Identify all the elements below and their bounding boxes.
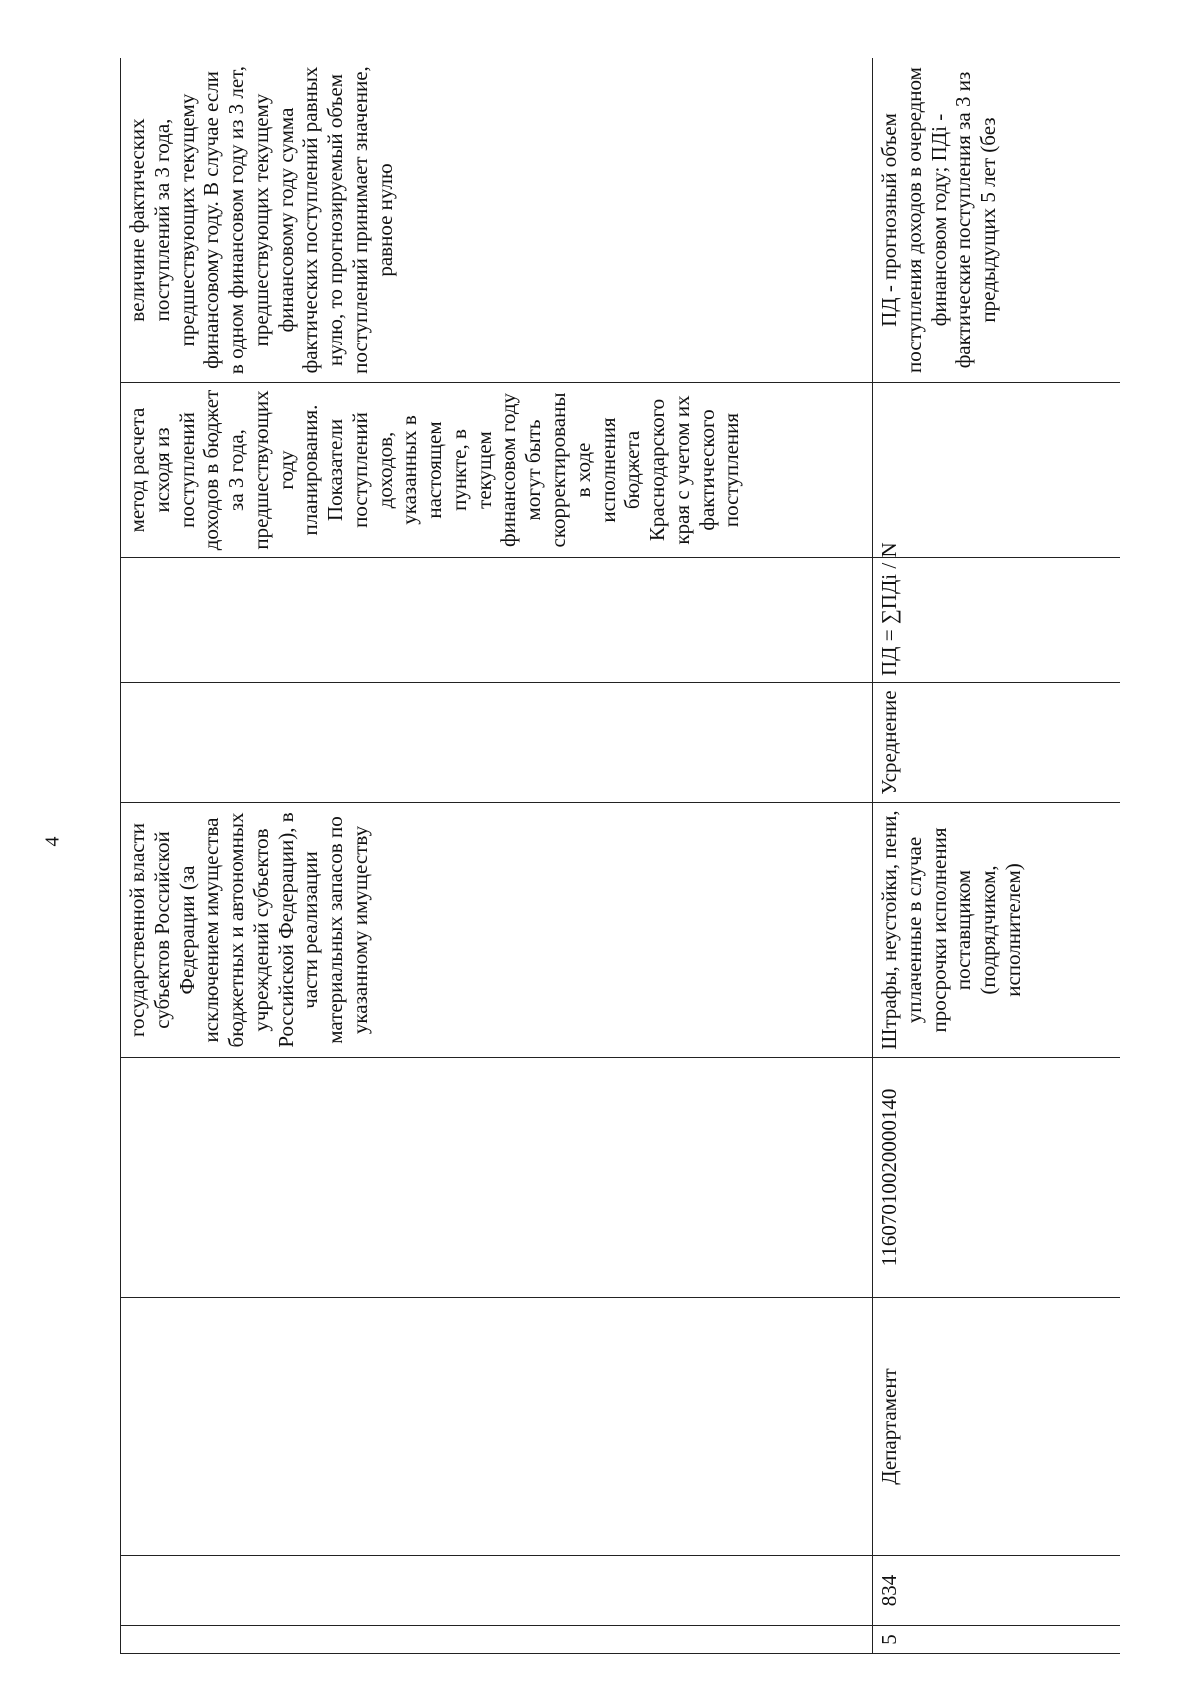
cell-kbk-code: 11607010020000140 [873,1058,1121,1298]
page-number: 4 [41,836,64,847]
table-row [121,58,873,1654]
cell-admin-empty [121,1298,873,1556]
cell-income-name: Штрафы, неустойки, пени, уплаченные в случае просрочки исполнения поставщиком (подрядчиком, исполнителем) [873,803,1121,1058]
cell-formula: ПД = ∑ПДi / N [873,558,1121,683]
cell-kbk-empty [121,1058,873,1298]
rotated-table [120,58,1120,1654]
cell-income-description: государственной власти субъектов Российской Федерации (за исключением имущества бюджетных и автономных учреждений субъектов Российской Федерации), в части реализации материальных запасов по указанному имуществу [121,803,873,1058]
table-frame [120,58,1120,1654]
table-row [873,58,1121,1654]
cell-calc-method: Усреднение [873,683,1121,803]
cell-admin-code: 834 [873,1556,1121,1626]
cell-method-note-5 [873,383,1121,558]
cell-code-empty [121,1556,873,1626]
cell-method-note: метод расчета исходя из поступлений доходов в бюджет за 3 года, предшествующих году планирования. Показатели поступлений доходов, указанных в настоящем пункте, в текущем финансовом году могут быть скорректированы в ходе исполнения бюджета Краснодарского края с учетом их фактического поступления [121,383,873,558]
cell-method-empty [121,683,873,803]
cell-num-empty [121,1626,873,1654]
document-table [120,58,1120,1654]
cell-explanation: величине фактических поступлений за 3 года, предшествующих текущему финансовому году. В случае если в одном финансовом году из 3 лет, предшествующих текущему финансовому году сумма фактических поступлений равных нулю, то прогнозируемый объем поступлений принимает значение, равное нулю [121,58,873,383]
cell-explanation-5: ПД - прогнозный объем поступления доходов в очередном финансовом году; ПДi - фактические поступления за 3 из предыдущих 5 лет (без [873,58,1121,383]
cell-formula-empty [121,558,873,683]
cell-row-number: 5 [873,1626,1121,1654]
cell-administrator: Департамент [873,1298,1121,1556]
